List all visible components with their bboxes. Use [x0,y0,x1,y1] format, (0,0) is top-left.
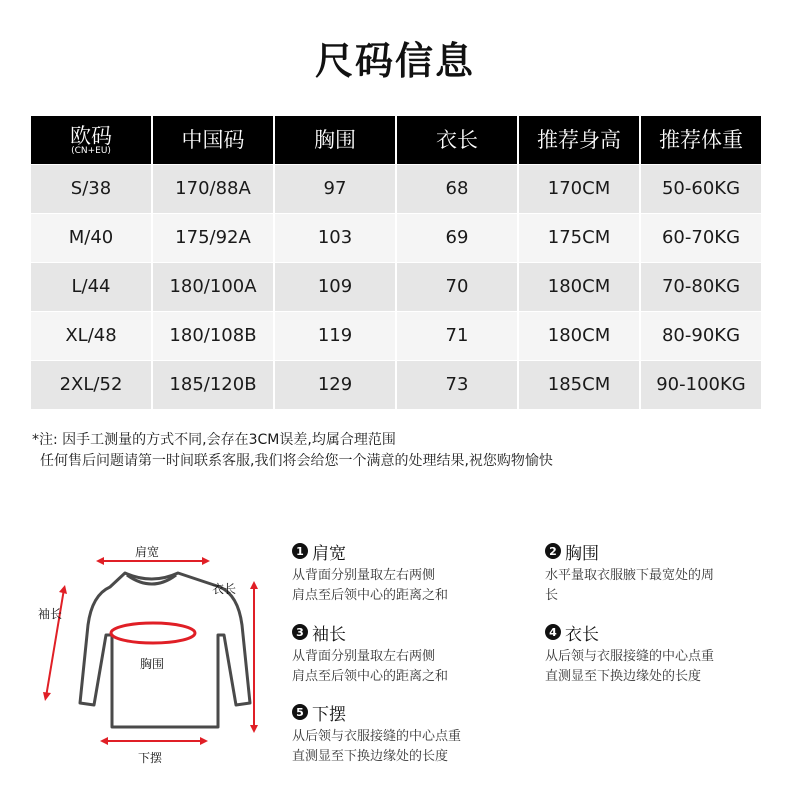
measure-title: 肩宽 [312,543,346,564]
table-row [31,360,761,409]
table-cell: 70-80KG [640,262,761,311]
table-cell: 90-100KG [640,360,761,409]
number-badge: 4 [545,624,561,640]
measurement-diagram [30,535,280,775]
table-row [31,164,761,213]
header-sublabel: (CN+EU) [71,145,111,156]
measure-desc: 从后领与衣服接缝的中心点重 [545,649,715,664]
table-row [31,311,761,360]
table-cell: 50-60KG [640,164,761,213]
disclaimer-note [32,430,553,472]
measure-desc: 从背面分别量取左右两侧 [292,649,436,664]
measure-chest [545,540,775,606]
page-title: 尺码信息 [314,39,475,83]
table-cell: 175CM [518,213,640,262]
table-cell: 60-70KG [640,213,761,262]
table-cell: 180CM [518,311,640,360]
measure-desc: 直测显至下换边缘处的长度 [292,749,449,764]
arrow-icon [250,581,258,589]
header-chest [274,116,396,164]
header-label: 胸围 [314,127,356,152]
table-cell: 129 [274,360,396,409]
table-cell: 80-90KG [640,311,761,360]
table-cell: M/40 [31,213,152,262]
arrow-icon [202,557,210,565]
sleeve-label: 袖长 [38,607,63,621]
table-cell: 119 [274,311,396,360]
header-label: 欧码 [70,123,112,148]
arrow-icon [200,737,208,745]
shoulder-label: 肩宽 [135,545,160,559]
number-badge: 5 [292,704,308,720]
table-cell: 69 [396,213,518,262]
measure-desc: 肩点至后领中心的距离之和 [292,588,449,603]
arrow-icon [250,725,258,733]
table-row [31,262,761,311]
table-cell: 68 [396,164,518,213]
table-cell: 73 [396,360,518,409]
measure-title: 下摆 [312,704,346,725]
note-line-2: 任何售后问题请第一时间联系客服,我们将会给您一个满意的处理结果,祝您购物愉快 [40,453,553,469]
measure-hem [292,701,522,767]
table-cell: 185/120B [152,360,274,409]
header-label: 中国码 [181,127,245,152]
measure-shoulder [292,540,522,606]
measure-desc: 长 [545,588,559,603]
table-cell: 170CM [518,164,640,213]
measure-desc: 肩点至后领中心的距离之和 [292,669,449,684]
arrow-icon [43,692,51,701]
table-cell: 175/92A [152,213,274,262]
header-cn-size [152,116,274,164]
table-cell: 180/100A [152,262,274,311]
measure-desc: 水平量取衣服腋下最宽处的周 [545,568,715,583]
header-weight [640,116,761,164]
arrow-icon [100,737,108,745]
measure-sleeve [292,621,522,687]
header-eu-size [31,116,152,164]
table-cell: XL/48 [31,311,152,360]
header-label: 推荐体重 [659,127,743,152]
header-label: 衣长 [436,127,478,152]
arrow-icon [59,585,67,594]
length-label: 衣长 [212,582,237,596]
number-badge: 1 [292,543,308,559]
measure-length [545,621,775,687]
table-cell: 180/108B [152,311,274,360]
table-cell: 185CM [518,360,640,409]
table-cell: 97 [274,164,396,213]
hem-label: 下摆 [138,751,163,765]
table-cell: 2XL/52 [31,360,152,409]
table-cell: L/44 [31,262,152,311]
measure-title: 袖长 [312,624,346,645]
measure-desc: 直测显至下换边缘处的长度 [545,669,702,684]
note-line-1: *注: 因手工测量的方式不同,会存在3CM误差,均属合理范围 [32,432,396,448]
table-row [31,213,761,262]
number-badge: 3 [292,624,308,640]
measure-desc: 从背面分别量取左右两侧 [292,568,436,583]
measure-title: 胸围 [565,543,599,564]
table-cell: 103 [274,213,396,262]
measure-title: 衣长 [565,624,599,645]
table-cell: 180CM [518,262,640,311]
table-cell: 70 [396,262,518,311]
table-cell: 109 [274,262,396,311]
chest-label: 胸围 [140,657,165,671]
number-badge: 2 [545,543,561,559]
header-height [518,116,640,164]
table-cell: 71 [396,311,518,360]
size-table [31,116,761,409]
header-label: 推荐身高 [537,127,621,152]
table-cell: S/38 [31,164,152,213]
header-length [396,116,518,164]
arrow-icon [96,557,104,565]
measure-desc: 从后领与衣服接缝的中心点重 [292,729,462,744]
table-header-row [31,116,761,164]
table-cell: 170/88A [152,164,274,213]
